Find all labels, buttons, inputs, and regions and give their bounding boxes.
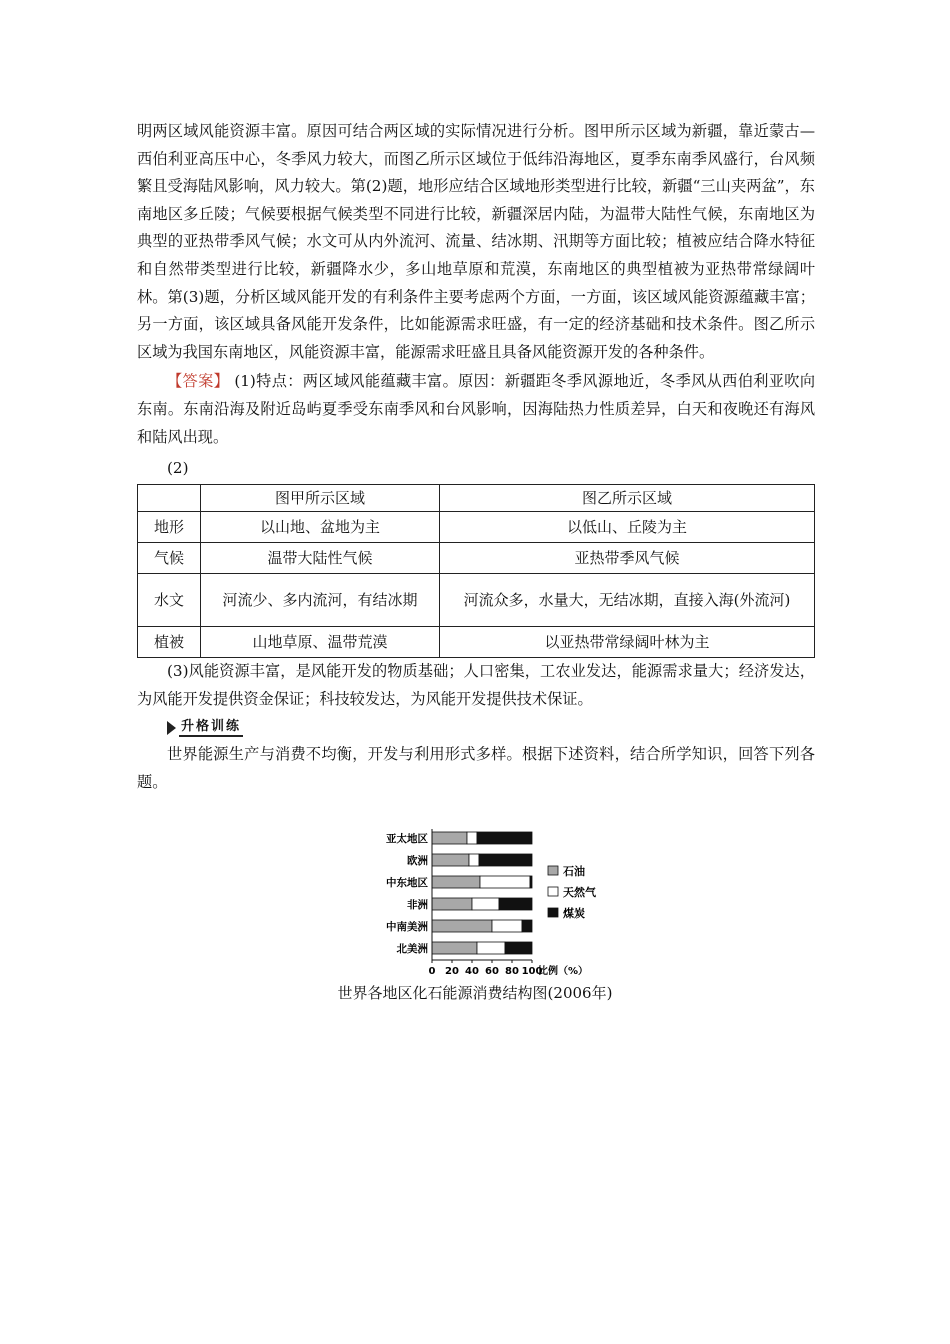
category-label: 亚太地区 — [386, 833, 428, 845]
table-row — [138, 512, 815, 543]
bar-segment — [477, 942, 505, 954]
x-tick-label: 0 — [428, 966, 436, 976]
legend-label: 石油 — [563, 865, 585, 878]
bar-segment — [432, 898, 472, 910]
x-tick-label: 100 — [521, 966, 543, 976]
answer-2-label: (2) — [167, 459, 189, 478]
comparison-table — [137, 484, 815, 658]
bar-segment — [492, 920, 522, 932]
legend-label: 天然气 — [563, 886, 596, 899]
bar-segment — [480, 876, 530, 888]
category-label: 中东地区 — [386, 877, 428, 889]
bar-segment — [432, 832, 467, 844]
category-label: 非洲 — [407, 899, 428, 911]
table-cell: 山地草原、温带荒漠 — [201, 627, 440, 658]
table-header-row — [138, 485, 815, 512]
bar-segment — [472, 898, 499, 910]
table-cell: 温带大陆性气候 — [201, 543, 440, 574]
category-label: 北美洲 — [396, 943, 428, 955]
play-triangle-icon — [167, 721, 176, 735]
answer-paragraph — [137, 368, 815, 451]
table-header-cell: 图甲所示区域 — [201, 485, 440, 512]
bar-segment — [467, 832, 477, 844]
section-tag-label: 升格训练 — [179, 719, 243, 737]
bar-segment — [432, 920, 492, 932]
energy-consumption-chart — [370, 826, 650, 976]
answer-3-paragraph: (3)风能资源丰富，是风能开发的物质基础；人口密集，工农业发达，能源需求量大；经济发达，为风能开发提供资金保证；科技较发达，为风能开发提供技术保证。 — [137, 662, 815, 708]
table-cell: 以低山、丘陵为主 — [440, 512, 815, 543]
bar-segment — [505, 942, 532, 954]
category-label: 欧洲 — [407, 855, 428, 867]
intro-paragraph: 世界能源生产与消费不均衡，开发与利用形式多样。根据下述资料，结合所学知识，回答下列各题。 — [137, 745, 815, 791]
section-tag — [167, 717, 815, 739]
table-cell: 亚热带季风气候 — [440, 543, 815, 574]
table-cell: 以山地、盆地为主 — [201, 512, 440, 543]
bar-segment — [530, 876, 532, 888]
bar-segment — [499, 898, 532, 910]
legend-swatch — [548, 908, 558, 917]
bar-segment — [432, 854, 469, 866]
answer-1-text: (1)特点：两区域风能蕴藏丰富。原因：新疆距冬季风源地近，冬季风从西伯利亚吹向东南。东南沿海及附近岛屿夏季受东南季风和台风影响，因海陆热力性质差异，白天和夜晚还有海风和陆风出现。 — [137, 372, 816, 446]
chart-caption: 世界各地区化石能源消费结构图(2006年) — [337, 984, 613, 1002]
legend-swatch — [548, 887, 558, 896]
x-tick-label: 80 — [505, 966, 519, 976]
document-body — [137, 118, 815, 797]
table-header-cell: 图乙所示区域 — [440, 485, 815, 512]
table-cell: 植被 — [138, 627, 201, 658]
bar-segment — [522, 920, 532, 932]
table-cell: 气候 — [138, 543, 201, 574]
bar-segment — [432, 942, 477, 954]
bar-segment — [469, 854, 479, 866]
table-row — [138, 574, 815, 627]
table-cell: 水文 — [138, 574, 201, 627]
table-cell: 河流少、多内流河，有结冰期 — [201, 574, 440, 627]
x-tick-label: 60 — [485, 966, 499, 976]
answer-label: 【答案】 — [167, 372, 230, 391]
legend-swatch — [548, 866, 558, 875]
bar-segment — [432, 876, 480, 888]
table-row — [138, 627, 815, 658]
legend-label: 煤炭 — [563, 907, 585, 920]
table-row — [138, 543, 815, 574]
analysis-paragraph: 明两区域风能资源丰富。原因可结合两区域的实际情况进行分析。图甲所示区域为新疆，靠近蒙古—西伯利亚高压中心，冬季风力较大，而图乙所示区域位于低纬沿海地区，夏季东南季风盛行，台风频繁且受海陆风影响，风力较大。第(2)题，地形应结合区域地形类型进行比较，新疆“三山夹两盆”，东南地区多丘陵；气候要根据气候类型不同进行比较，新疆深居内陆，为温带大陆性气候，东南地区为典型的亚热带季风气候；水文可从内外流河、流量、结冰期、汛期等方面比较；植被应结合降水特征和自然带类型进行比较，新疆降水少，多山地草原和荒漠，东南地区的典型植被为亚热带常绿阔叶林。第(3)题，分析区域风能开发的有利条件主要考虑两个方面，一方面，该区域风能资源蕴藏丰富；另一方面，该区域具备风能开发条件，比如能源需求旺盛，有一定的经济基础和技术条件。图乙所示区域为我国东南地区，风能资源丰富，能源需求旺盛且具备风能资源开发的各种条件。 — [137, 122, 815, 361]
table-cell: 河流众多，水量大，无结冰期，直接入海(外流河) — [440, 574, 815, 627]
x-tick-label: 20 — [445, 966, 459, 976]
x-tick-label: 40 — [465, 966, 479, 976]
table-cell: 地形 — [138, 512, 201, 543]
x-axis-label: 比例（%） — [538, 966, 589, 976]
table-header-cell — [138, 485, 201, 512]
table-cell: 以亚热带常绿阔叶林为主 — [440, 627, 815, 658]
category-label: 中南美洲 — [386, 921, 428, 933]
bar-segment — [477, 832, 532, 844]
bar-segment — [479, 854, 532, 866]
chart-svg — [370, 826, 650, 976]
